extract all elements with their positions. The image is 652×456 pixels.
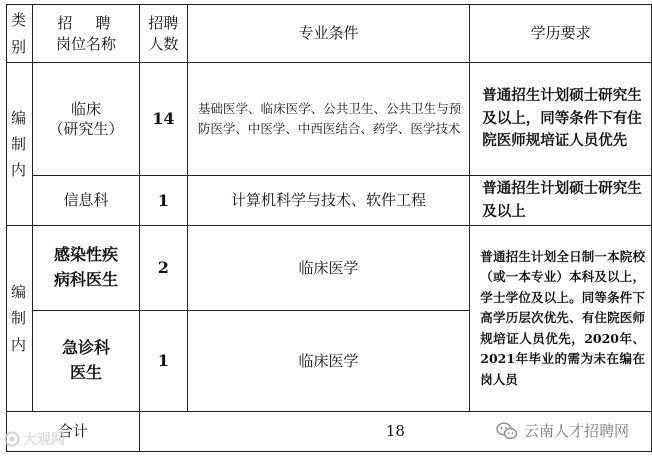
- category-cell: [7, 63, 33, 226]
- header-category: [7, 5, 33, 63]
- education-cell: 普通招生计划硕士研究生及以上，同等条件下有住院医师规培证人员优先: [470, 63, 652, 176]
- wechat-icon: [496, 422, 518, 440]
- position-cell: [33, 311, 140, 412]
- major-cell: 临床医学: [187, 226, 469, 311]
- header-position-line1: 招 聘: [57, 14, 115, 33]
- position-line1: 感染性疾: [53, 245, 118, 265]
- category-char: 制: [11, 134, 29, 153]
- category-char: 内: [11, 161, 29, 180]
- header-education: 学历要求: [470, 5, 652, 63]
- total-count: 18: [139, 412, 651, 452]
- recruitment-table: [6, 4, 652, 452]
- category-char: 制: [11, 309, 29, 328]
- watermark-right-text: 云南人才招聘网: [524, 422, 630, 440]
- category-char: 编: [11, 283, 29, 302]
- watermark-left: [4, 429, 65, 449]
- major-cell: 计算机科学与技术、软件工程: [187, 176, 469, 226]
- major-cell: 临床医学: [187, 311, 469, 412]
- watermark-right: [496, 420, 629, 441]
- header-position-line2: 岗位名称: [55, 34, 116, 53]
- watermark-logo-icon: [4, 431, 20, 447]
- table-row: [7, 63, 652, 176]
- education-cell: 普通招生计划硕士研究生及以上: [470, 176, 652, 226]
- category-cell: [7, 226, 33, 412]
- header-row: [7, 5, 652, 63]
- header-count-line2: 人数: [148, 34, 179, 53]
- position-cell: 信息科: [33, 176, 140, 226]
- header-count: [139, 5, 187, 63]
- count-cell: 14: [139, 63, 187, 176]
- position-line2: （研究生）: [48, 120, 124, 138]
- header-category-char-2: 别: [11, 37, 29, 56]
- position-cell: [33, 63, 140, 176]
- table-row: [7, 176, 652, 226]
- position-line1: 急诊科: [61, 338, 110, 358]
- count-cell: 2: [139, 226, 187, 311]
- major-cell: 基础医学、临床医学、公共卫生、公共卫生与预防医学、中医学、中西医结合、药学、医学技术: [187, 63, 469, 176]
- header-major: 专业条件: [187, 5, 469, 63]
- category-char: 编: [11, 108, 29, 127]
- position-line1: 临床: [70, 99, 101, 118]
- header-count-line1: 招聘: [148, 14, 179, 33]
- position-line2: 病科医生: [53, 270, 118, 289]
- header-category-char-1: 类: [11, 11, 29, 30]
- count-cell: 1: [139, 311, 187, 412]
- education-cell-shared: 普通招生计划全日制一本院校（或一本专业）本科及以上，学士学位及以上。同等条件下高学历层次优先、有住院医师规培证人员优先，2020年、2021年毕业的需为未在编在岗人员: [470, 226, 652, 412]
- count-cell: 1: [139, 176, 187, 226]
- header-position: [33, 5, 140, 63]
- position-line2: 医生: [69, 363, 102, 382]
- total-label: 合计: [7, 412, 140, 452]
- watermark-left-text: 大观网: [23, 432, 65, 448]
- position-cell: [33, 226, 140, 311]
- category-char: 内: [11, 335, 29, 354]
- table-row: [7, 226, 652, 311]
